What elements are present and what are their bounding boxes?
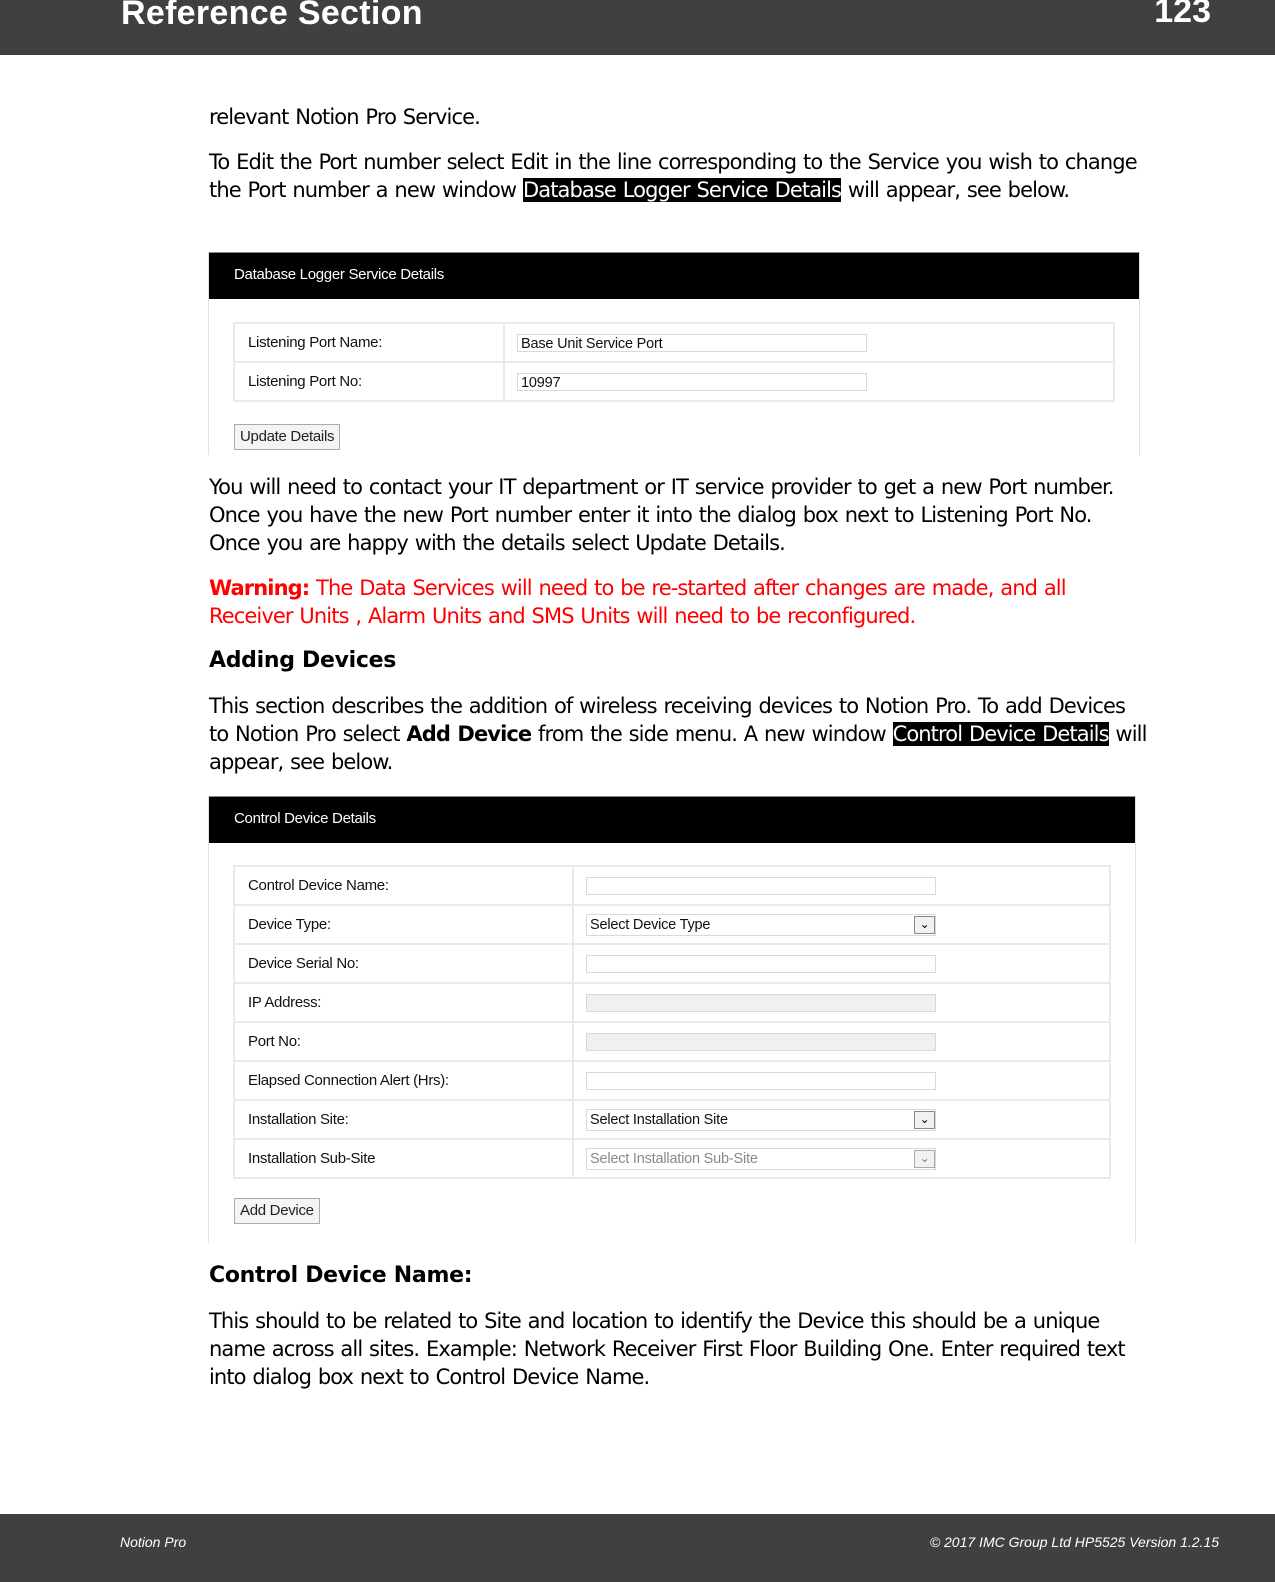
device-type-select[interactable] xyxy=(586,914,936,936)
page-number: 123 xyxy=(1154,0,1211,30)
form-row xyxy=(234,1100,1110,1139)
paragraph-adding-devices xyxy=(209,692,1149,776)
text: will appear, see below. xyxy=(209,722,1147,774)
select-value: Select Device Type xyxy=(590,916,711,933)
warning-paragraph xyxy=(209,574,1149,630)
field-label: Device Type: xyxy=(234,905,573,944)
warning-text: The Data Services will need to be re-started after changes are made, and all Receiver Units , Alarm Units and SMS Units will need to be reconfigured. xyxy=(209,576,1066,628)
section-title: Reference Section xyxy=(121,0,423,32)
add-device-bold: Add Device xyxy=(406,722,532,746)
form-row xyxy=(234,1061,1110,1100)
form-row xyxy=(234,1139,1110,1178)
form-row xyxy=(234,866,1110,905)
text: To Edit the Port number select Edit in the line corresponding to the Service you wish to change the Port number a new window xyxy=(209,150,1137,202)
installation-sub-site-select xyxy=(586,1148,936,1170)
select-value: Select Installation Site xyxy=(590,1111,728,1128)
dialog-title: Control Device Details xyxy=(209,796,1135,843)
installation-site-select[interactable] xyxy=(586,1109,936,1131)
dialog-title: Database Logger Service Details xyxy=(209,252,1139,299)
listening-port-name-input[interactable]: Base Unit Service Port xyxy=(517,334,867,352)
form-row xyxy=(234,1022,1110,1061)
port-no-input xyxy=(586,1033,936,1051)
add-device-button[interactable]: Add Device xyxy=(234,1198,320,1224)
chevron-down-icon[interactable]: ⌄ xyxy=(914,916,935,934)
paragraph-port-instructions: You will need to contact your IT department or IT service provider to get a new Port number. Once you have the new Port number enter it into the dialog box next to Listening Port No. Once you are happy with the details select Update Details. xyxy=(209,475,1114,555)
adding-devices-heading: Adding Devices xyxy=(209,648,397,673)
elapsed-connection-alert-input[interactable] xyxy=(586,1072,936,1090)
paragraph-edit-port xyxy=(209,148,1149,204)
page-content-2 xyxy=(209,473,1149,776)
field-label: Device Serial No: xyxy=(234,944,573,983)
page-content xyxy=(209,103,1149,204)
form-row xyxy=(234,362,1114,401)
highlight-db-logger: Database Logger Service Details xyxy=(522,178,842,202)
control-device-name-heading: Control Device Name: xyxy=(209,1263,473,1288)
field-label: Installation Sub-Site xyxy=(234,1139,573,1178)
field-label: Listening Port No: xyxy=(234,362,504,401)
field-label: Control Device Name: xyxy=(234,866,573,905)
device-serial-no-input[interactable] xyxy=(586,955,936,973)
warning-label: Warning: xyxy=(209,576,310,600)
field-label: IP Address: xyxy=(234,983,573,1022)
text: This section describes the addition of wireless receiving devices to Notion Pro. To add Devices to Notion Pro select xyxy=(209,694,1126,746)
form-row xyxy=(234,983,1110,1022)
footer-product: Notion Pro xyxy=(120,1534,187,1550)
control-device-dialog xyxy=(208,796,1136,1243)
field-label: Port No: xyxy=(234,1022,573,1061)
ip-address-input xyxy=(586,994,936,1012)
update-details-button[interactable]: Update Details xyxy=(234,424,340,450)
control-device-name-input[interactable] xyxy=(586,877,936,895)
paragraph-intro: relevant Notion Pro Service. xyxy=(209,105,480,129)
control-device-form xyxy=(233,865,1111,1179)
page-header xyxy=(0,0,1275,55)
form-row xyxy=(234,323,1114,362)
field-label: Elapsed Connection Alert (Hrs): xyxy=(234,1061,573,1100)
highlight-control-device: Control Device Details xyxy=(892,722,1109,746)
text: will appear, see below. xyxy=(841,178,1070,202)
paragraph-control-device-name: This should to be related to Site and location to identify the Device this should be a unique name across all sites. Example: Network Receiver First Floor Building One. Enter required text into dialog box next to Control Device Name. xyxy=(209,1309,1125,1389)
db-logger-form xyxy=(233,322,1115,402)
chevron-down-icon: ⌄ xyxy=(914,1150,935,1168)
form-row xyxy=(234,905,1110,944)
listening-port-no-input[interactable]: 10997 xyxy=(517,373,867,391)
field-label: Listening Port Name: xyxy=(234,323,504,362)
select-value: Select Installation Sub-Site xyxy=(590,1150,758,1167)
footer-copyright: © 2017 IMC Group Ltd HP5525 Version 1.2.15 xyxy=(929,1534,1219,1550)
chevron-down-icon[interactable]: ⌄ xyxy=(914,1111,935,1129)
page-content-3 xyxy=(209,1262,1149,1391)
db-logger-dialog xyxy=(208,252,1140,455)
field-label: Installation Site: xyxy=(234,1100,573,1139)
page-footer xyxy=(0,1514,1275,1582)
text: from the side menu. A new window xyxy=(531,722,893,746)
form-row xyxy=(234,944,1110,983)
